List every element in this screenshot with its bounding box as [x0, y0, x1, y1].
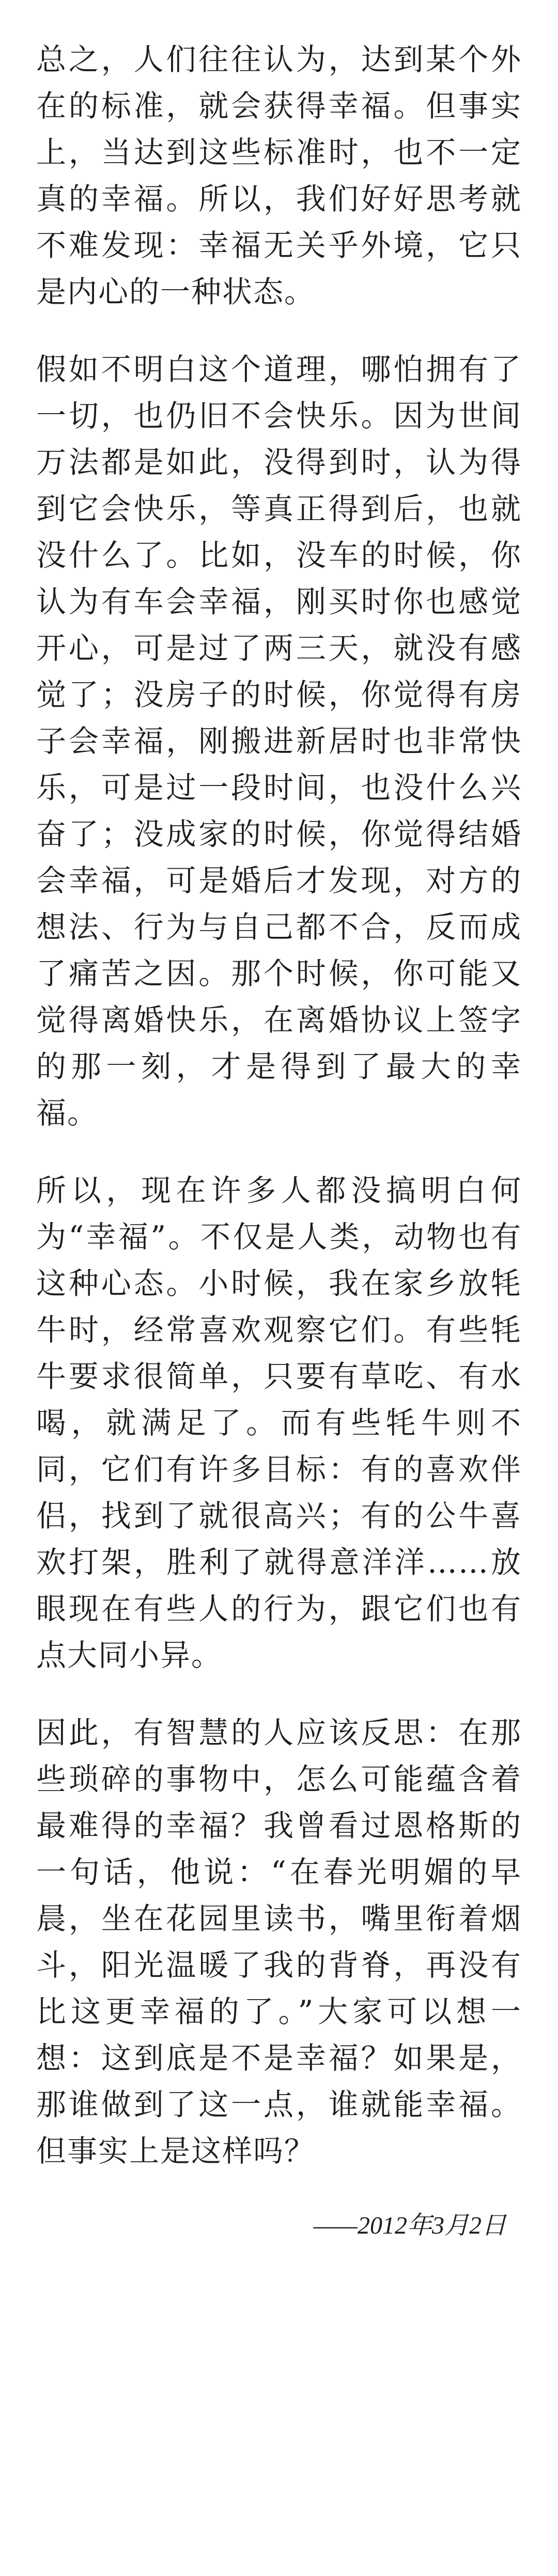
- paragraph-1: 总之，人们往往认为，达到某个外在的标准，就会获得幸福。但事实上，当达到这些标准时，也不一定真的幸福。所以，我们好好思考就不难发现：幸福无关乎外境，它只是内心的一种状态。: [36, 42, 522, 309]
- date-signature: ——2012年3月2日: [313, 2212, 506, 2239]
- paragraph-2: 假如不明白这个道理，哪怕拥有了一切，也仍旧不会快乐。因为世间万法都是如此，没得到时，认为得到它会快乐，等真正得到后，也就没什么了。比如，没车的时候，你认为有车会幸福，刚买时你也感觉开心，可是过了两三天，就没有感觉了；没房子的时候，你觉得有房子会幸福，刚搬进新居时也非常快乐，可是过一段时间，也没什么兴奋了；没成家的时候，你觉得结婚会幸福，可是婚后才发现，对方的想法、行为与自己都不合，反而成了痛苦之因。那个时候，你可能又觉得离婚快乐，在离婚协议上签字的那一刻，才是得到了最大的幸福。: [36, 352, 522, 1130]
- paragraph-3: 所以，现在许多人都没搞明白何为“幸福”。不仅是人类，动物也有这种心态。小时候，我在家乡放牦牛时，经常喜欢观察它们。有些牦牛要求很简单，只要有草吃、有水喝，就满足了。而有些牦牛则不同，它们有许多目标：有的喜欢伴侣，找到了就很高兴；有的公牛喜欢打架，胜利了就得意洋洋……放眼现在有些人的行为，跟它们也有点大同小异。: [36, 1173, 522, 1673]
- paragraph-4: 因此，有智慧的人应该反思：在那些琐碎的事物中，怎么可能蕴含着最难得的幸福？我曾看过恩格斯的一句话，他说：“在春光明媚的早晨，坐在花园里读书，嘴里衔着烟斗，阳光温暖了我的背脊，再没有比这更幸福的了。”大家可以想一想：这到底是不是幸福？如果是，那谁做到了这一点，谁就能幸福。但事实上是这样吗？: [36, 1715, 522, 2169]
